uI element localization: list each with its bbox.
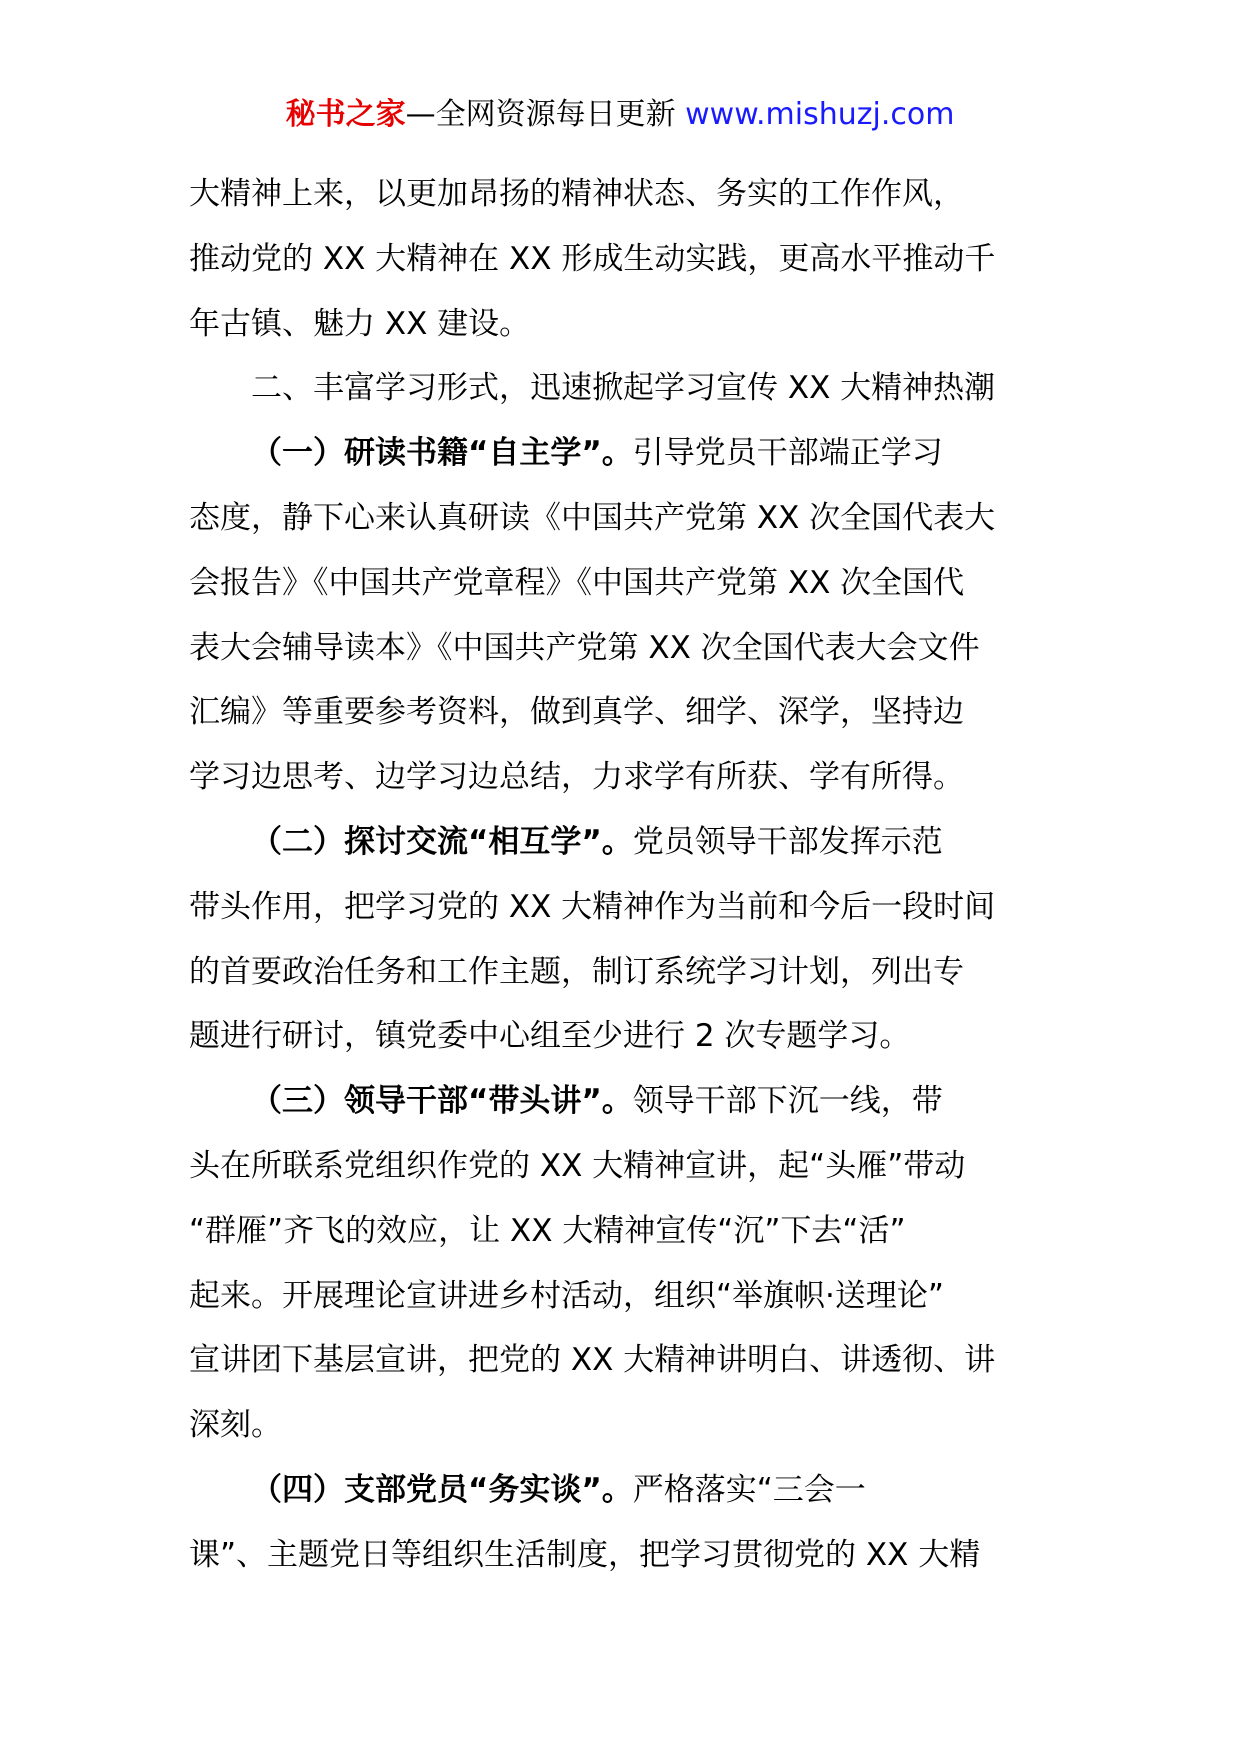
paragraph-item-4 (189, 1458, 1059, 1588)
text-line-first (189, 421, 1059, 486)
text-line: 年古镇、魅力 XX 建设。 (189, 305, 531, 342)
text-line: 头在所联系党组织作党的 XX 大精神宣讲，起“头雁”带动 (189, 1147, 966, 1184)
text-line-first (189, 1458, 1059, 1523)
item-text: 领导干部下沉一线，带 (632, 1083, 943, 1120)
text-line: 宣讲团下基层宣讲，把党的 XX 大精神讲明白、讲透彻、讲 (189, 1342, 996, 1379)
text-line-first (189, 1069, 1059, 1134)
item-title: （三）领导干部“带头讲”。 (251, 1083, 633, 1120)
text-line: 态度，静下心来认真研读《中国共产党第 XX 次全国代表大 (189, 499, 996, 536)
brand-name: 秘书之家 (285, 97, 406, 132)
text-line: 带头作用，把学习党的 XX 大精神作为当前和今后一段时间 (189, 888, 996, 925)
item-title: （一）研读书籍“自主学”。 (251, 435, 633, 472)
text-line-first (189, 810, 1059, 875)
text-line: 课”、主题党日等组织生活制度，把学习贯彻党的 XX 大精 (189, 1536, 981, 1573)
item-title: （二）探讨交流“相互学”。 (251, 823, 633, 860)
item-text: 党员领导干部发挥示范 (632, 823, 943, 860)
header-tagline: —全网资源每日更新 (405, 97, 686, 132)
text-line: 的首要政治任务和工作主题，制订系统学习计划，列出专 (189, 953, 964, 990)
text-line: 题进行研讨，镇党委中心组至少进行 2 次专题学习。 (189, 1018, 911, 1055)
text-line: 推动党的 XX 大精神在 XX 形成生动实践，更高水平推动千 (189, 240, 996, 277)
item-text: 严格落实“三会一 (632, 1471, 866, 1508)
text-line: 学习边思考、边学习边总结，力求学有所获、学有所得。 (189, 759, 964, 796)
paragraph-item-1 (189, 421, 1059, 810)
text-line: 深刻。 (189, 1407, 282, 1444)
text-line: 大精神上来，以更加昂扬的精神状态、务实的工作作风， (189, 176, 964, 212)
site-url-link[interactable]: www.mishuzj.com (685, 97, 955, 132)
document-body (189, 162, 1059, 1588)
paragraph-item-2 (189, 810, 1059, 1069)
section-2-heading: 二、丰富学习形式，迅速掀起学习宣传 XX 大精神热潮 (251, 370, 996, 407)
text-line: “群雁”齐飞的效应，让 XX 大精神宣传“沉”下去“活” (189, 1212, 906, 1249)
text-line: 汇编》等重要参考资料，做到真学、细学、深学，坚持边 (189, 694, 964, 731)
site-watermark-header (0, 95, 1240, 135)
text-line: 起来。开展理论宣讲进乡村活动，组织“举旗帜·送理论” (189, 1277, 944, 1314)
section-heading (189, 356, 1059, 421)
paragraph-item-3 (189, 1069, 1059, 1458)
item-title: （四）支部党员“务实谈”。 (251, 1471, 633, 1508)
text-line: 会报告》《中国共产党章程》《中国共产党第 XX 次全国代 (189, 564, 965, 601)
item-text: 引导党员干部端正学习 (632, 435, 943, 472)
paragraph-intro-continued (189, 162, 1059, 356)
text-line: 表大会辅导读本》《中国共产党第 XX 次全国代表大会文件 (189, 629, 980, 666)
